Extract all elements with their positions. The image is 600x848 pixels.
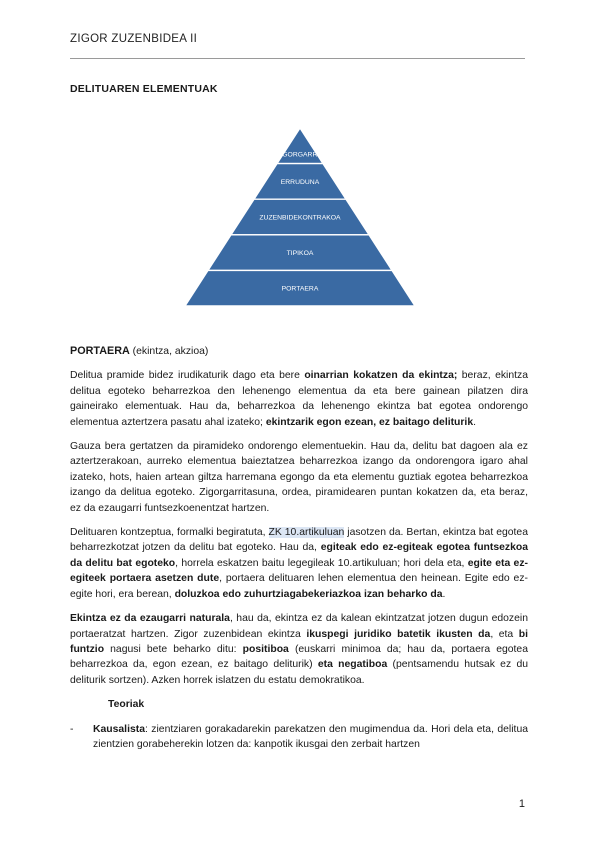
pyramid-level-label: ZUZENBIDEKONTRAKOA	[259, 214, 341, 222]
p4-text-j: (pentsamendu hutsak ez du deliturik sortzen). Azken horrek islatzen du estatu demokratikoa.	[70, 659, 528, 686]
paragraph-4	[70, 611, 528, 688]
p3-text-i: .	[442, 588, 446, 600]
theory-list-item	[70, 722, 528, 753]
document-title: DELITUAREN ELEMENTUAK	[70, 83, 218, 95]
p1-text-c: beraz, ekintza delitua egoteko beharrezkoa den lehenengo elementua da eta bere gainean pilatzen dira gaineirako elementuak. Hau da, beharrezkoa da lehenengo ekintza bat egotea ondorengo elementua aztertzera pasatu ahal izateko;	[70, 370, 528, 428]
paragraph-3	[70, 525, 528, 602]
bullet-dash: -	[70, 723, 74, 735]
page-number: 1	[518, 798, 525, 810]
p3-bold-f: egite eta ez-egiteek portaera asetzen dute	[70, 557, 528, 585]
p4-bold-i: eta negatiboa	[317, 659, 388, 671]
p3-text-c: jasotzen da. Bertan, ekintza bat egotea beharrezkotzat jotzen da delitu bat egoteko. Hau da,	[70, 527, 528, 554]
p4-bold-c: ikuspegi juridiko batetik ikusten da	[306, 628, 491, 640]
p4-text-h: (euskarri minimoa da; hau da, portaera egotea beharrezkoa da, egon ezean, ez baitago deliturik)	[70, 643, 528, 671]
body-text	[70, 344, 528, 761]
section-subtitle: (ekintza, akzioa)	[129, 346, 209, 357]
pyramid-level-label: ZIGORGARRIA	[276, 151, 324, 159]
running-header: ZIGOR ZUZENBIDEA II	[70, 33, 198, 45]
theory-heading: Teoriak	[108, 699, 145, 711]
pyramid-level-label: TIPIKOA	[286, 250, 314, 258]
p4-bold-e: bi funtzio	[70, 628, 529, 655]
p4-text-f: nagusi bete beharko ditu:	[104, 643, 243, 655]
p4-bold-g: positiboa	[242, 643, 289, 655]
theory-definition: : zientziaren gorakadarekin parekatzen den mugimendua da. Hori dela eta, delitua zientzien gorabeherekin lotzen da: kanpotik ikusgai den zerbait hartzen	[93, 723, 528, 750]
p3-text-e: , horrela eskatzen baitu legegileak 10.artikuluan; hori dela eta,	[175, 557, 468, 569]
pyramid-level-label: ERRUDUNA	[280, 178, 320, 186]
p1-text-e: .	[473, 416, 476, 428]
p1-text-a: Delitua pramide bidez irudikaturik dago eta bere	[70, 370, 305, 382]
pyramid-diagram	[185, 128, 415, 306]
p3-text-g: , portaera delituaren lehen elementua den heinean. Egite edo ez-egite hori, era berean,	[70, 573, 528, 600]
p3-text-a: Delituaren kontzeptua, formalki begiratuta,	[70, 527, 269, 539]
p4-bold-a: Ekintza ez da ezaugarri naturala	[70, 613, 230, 625]
section-heading	[70, 344, 528, 359]
paragraph-1	[70, 368, 528, 430]
pyramid-level-label: PORTAERA	[281, 285, 319, 293]
p1-bold-b: oinarrian kokatzen da ekintza;	[304, 370, 458, 382]
p4-text-b: , hau da, ekintza ez da kalean ekintzatzat jotzen dugun edozein portaeratzat hartzen. Zigor zuzenbidean ekintza	[70, 613, 528, 640]
p4-text-d: , eta	[490, 628, 519, 640]
p1-bold-d: ekintzarik egon ezean, ez baitago deliturik	[265, 416, 474, 428]
p3-bold-d: egiteak edo ez-egiteak egotea funtsezkoa da delitu bat egoteko	[70, 542, 529, 569]
p3-bold-h: doluzkoa edo zuhurtziagabekeriazkoa izan beharko da	[174, 588, 443, 600]
section-title: PORTAERA	[70, 345, 130, 357]
p3-highlight-reference: ZK 10.artikuluan	[268, 527, 345, 539]
paragraph-2: Gauza bera gertatzen da piramideko ondorengo elementuekin. Hau da, delitu bat dagoen ala ez aztertzerakoan, aurreko elementua baieztatzea beharrezkoa izango da ondorengora igaro ahal izateko, hots, haien artean giltza harremana egongo da eta elementu guztiak egotea beharrezkoa izango da delitua egoteko. Zigorgarritasuna, ordea, piramidearen puntan kokatzen da, eta beraz, ez da ezaugarri funtsezkoenentzat hartzen.	[70, 441, 528, 514]
header-divider	[70, 58, 525, 59]
theory-term: Kausalista	[93, 723, 145, 735]
